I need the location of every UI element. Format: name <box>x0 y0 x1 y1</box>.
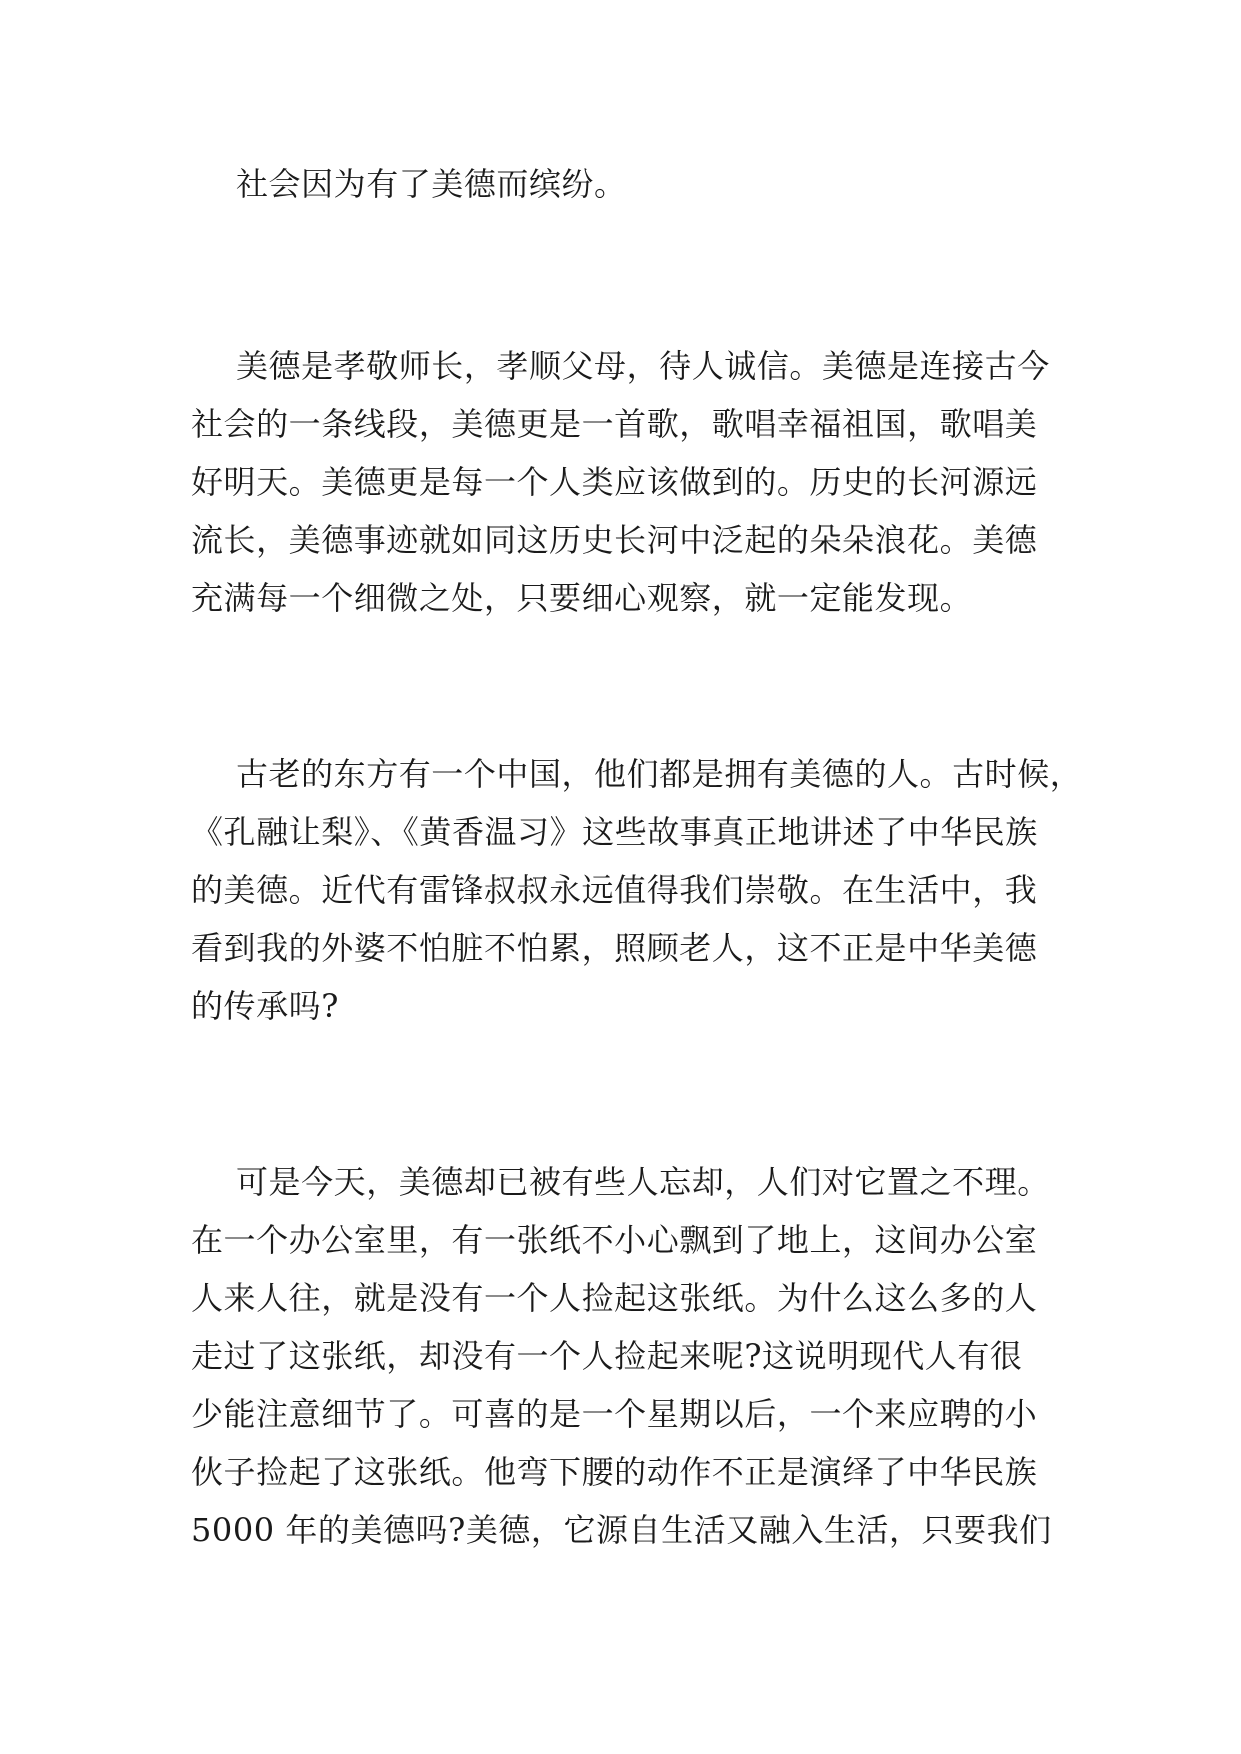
paragraph-4-line-2: 在一个办公室里，有一张纸不小心飘到了地上，这间办公室 <box>191 1221 1038 1259</box>
paragraph-2-line-1: 美德是孝敬师长，孝顺父母，待人诚信。美德是连接古今 <box>236 347 1050 385</box>
paragraph-3-line-5: 的传承吗? <box>191 987 339 1025</box>
paragraph-2-line-4: 流长，美德事迹就如同这历史长河中泛起的朵朵浪花。美德 <box>191 521 1038 559</box>
paragraph-4-line-4: 走过了这张纸，却没有一个人捡起来呢?这说明现代人有很 <box>191 1337 1023 1375</box>
paragraph-3-line-4: 看到我的外婆不怕脏不怕累，照顾老人，这不正是中华美德 <box>191 929 1038 967</box>
paragraph-4-line-3: 人来人往，就是没有一个人捡起这张纸。为什么这么多的人 <box>191 1279 1038 1317</box>
paragraph-3-line-3: 的美德。近代有雷锋叔叔永远值得我们崇敬。在生活中，我 <box>191 871 1038 909</box>
paragraph-4-line-6: 伙子捡起了这张纸。他弯下腰的动作不正是演绎了中华民族 <box>191 1453 1038 1491</box>
paragraph-2-line-3: 好明天。美德更是每一个人类应该做到的。历史的长河源远 <box>191 463 1038 501</box>
paragraph-2-line-2: 社会的一条线段，美德更是一首歌，歌唱幸福祖国，歌唱美 <box>191 405 1038 443</box>
paragraph-3-line-1: 古老的东方有一个中国，他们都是拥有美德的人。古时候， <box>236 755 1083 793</box>
paragraph-3-line-2: 《孔融让梨》、《黄香温习》这些故事真正地讲述了中华民族 <box>191 813 1038 851</box>
paragraph-4-line-7: 5000 年的美德吗?美德，它源自生活又融入生活，只要我们 <box>191 1511 1052 1549</box>
paragraph-2-line-5: 充满每一个细微之处，只要细心观察，就一定能发现。 <box>191 579 973 617</box>
paragraph-4-line-1: 可是今天，美德却已被有些人忘却，人们对它置之不理。 <box>236 1163 1050 1201</box>
paragraph-1-line-1: 社会因为有了美德而缤纷。 <box>236 165 627 203</box>
paragraph-4-line-5: 少能注意细节了。可喜的是一个星期以后，一个来应聘的小 <box>191 1395 1038 1433</box>
